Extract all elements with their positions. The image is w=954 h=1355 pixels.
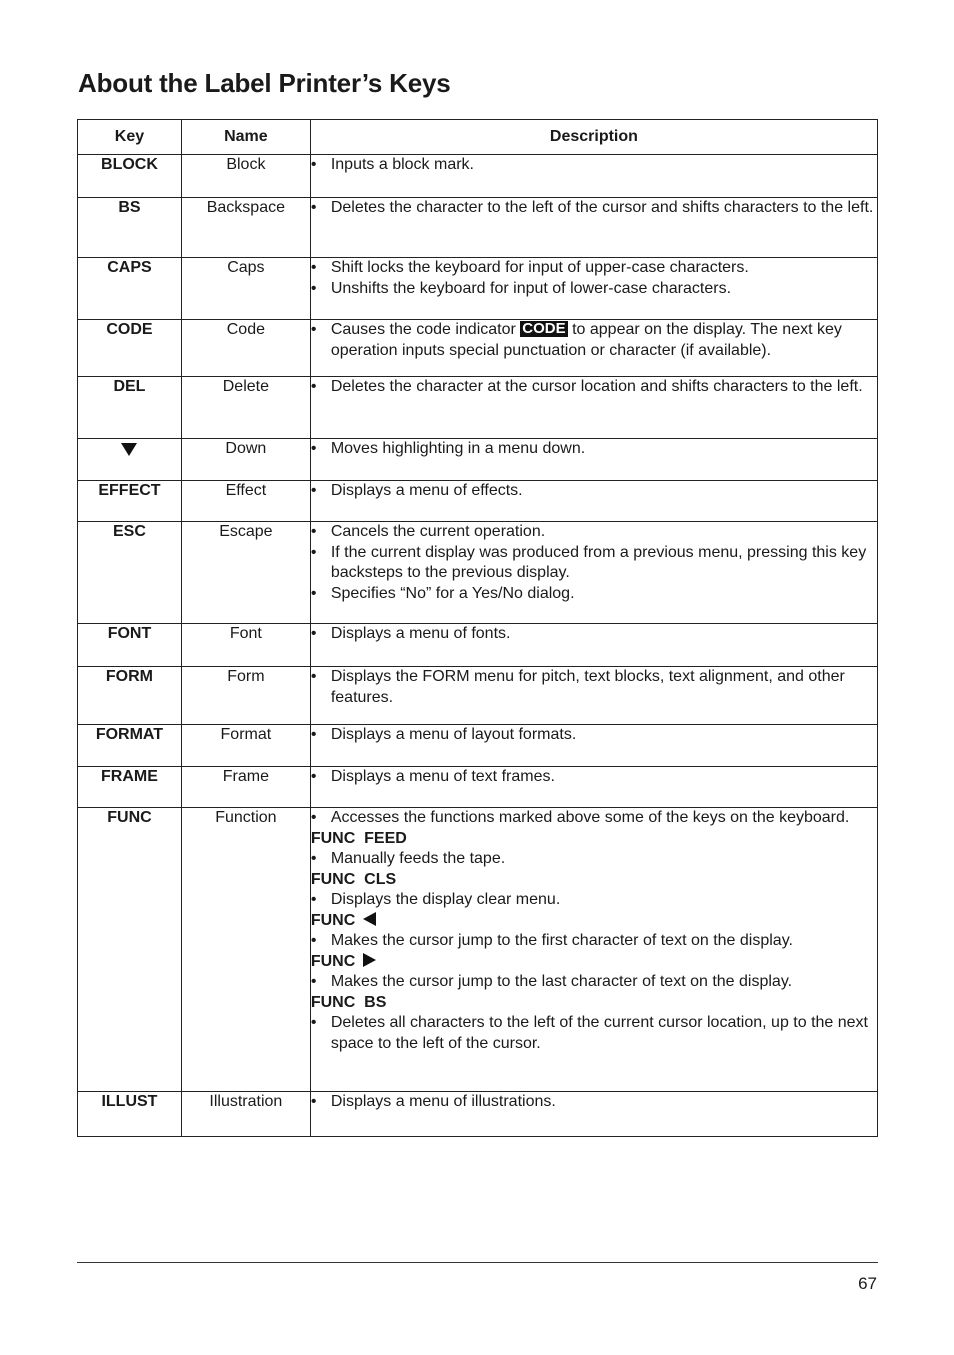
bullet-item: • Displays a menu of illustrations. [311,1092,877,1113]
key-cell: FRAME [78,767,182,808]
bullet-item: • Accesses the functions marked above some of the keys on the keyboard. [311,808,877,829]
description-text: Causes the code indicator [330,321,516,338]
name-cell: Illustration [181,1092,310,1137]
key-cell: CODE [78,320,182,377]
bullet-item: • Specifies “No” for a Yes/No dialog. [311,584,877,605]
down-triangle-icon [121,443,137,456]
column-header-description: Description [310,120,877,155]
table-row [78,155,878,198]
table-row [78,377,878,439]
name-cell: Block [181,155,310,198]
bullet-item: • Displays a menu of text frames. [311,767,877,788]
sub-heading: FUNC CLS [310,870,397,888]
description-cell [310,155,877,198]
bullet-item: • Displays the display clear menu. [311,890,877,911]
name-cell: Caps [181,258,310,320]
description-cell [310,320,877,377]
bullet-item: • Deletes all characters to the left of the current cursor location, up to the next space to the left of the cursor. [311,1013,877,1054]
right-triangle-icon [363,953,376,967]
table-row [78,624,878,667]
bullet-item: • Manually feeds the tape. [311,849,877,870]
key-cell: FUNC [78,808,182,1092]
name-cell: Function [181,808,310,1092]
name-cell: Backspace [181,198,310,258]
key-cell: DEL [78,377,182,439]
description-cell [310,522,877,624]
code-indicator: CODE [522,320,566,337]
bullet-item: • Displays a menu of effects. [311,481,877,502]
footer-divider [77,1262,878,1263]
bullet-item: • Displays a menu of fonts. [311,624,877,645]
table-row [78,198,878,258]
description-cell [310,439,877,481]
table-row [78,667,878,725]
description-cell [310,624,877,667]
table-row [78,725,878,767]
name-cell: Frame [181,767,310,808]
bullet-item: • Shift locks the keyboard for input of upper-case characters. [311,258,877,279]
column-header-key: Key [78,120,182,155]
bullet-item: • Displays the FORM menu for pitch, text blocks, text alignment, and other features. [311,667,877,708]
description-text: to appear on the display. The next key operation inputs special punctuation or character (if available). [330,321,842,359]
table-header-row [78,120,878,155]
name-cell: Form [181,667,310,725]
sub-heading: FUNC BS [310,993,387,1011]
description-cell [310,725,877,767]
description-cell [310,1092,877,1137]
key-cell: FONT [78,624,182,667]
keys-table [77,119,878,1137]
description-cell [310,808,877,1092]
bullet-item: • Moves highlighting in a menu down. [311,439,877,460]
bullet-item: • If the current display was produced from a previous menu, pressing this key backsteps to the previous display. [311,543,877,584]
table-row [78,439,878,481]
bullet-item: • Cancels the current operation. [311,522,877,543]
name-cell: Font [181,624,310,667]
bullet-item: • Deletes the character to the left of the cursor and shifts characters to the left. [311,198,877,219]
key-cell: FORMAT [78,725,182,767]
bullet-item: • Inputs a block mark. [311,155,877,176]
table-row [78,522,878,624]
sub-heading-label: FUNC [310,911,356,929]
name-cell: Escape [181,522,310,624]
bullet-item: • Unshifts the keyboard for input of lower-case characters. [311,279,877,300]
description-cell [310,481,877,522]
left-triangle-icon [363,912,376,926]
sub-heading: FUNC FEED [310,829,407,847]
name-cell: Down [181,439,310,481]
name-cell: Delete [181,377,310,439]
name-cell: Format [181,725,310,767]
description-cell [310,377,877,439]
page-title: About the Label Printer’s Keys [78,68,451,98]
bullet-item: • Makes the cursor jump to the first character of text on the display. [311,931,877,952]
sub-heading-label: FUNC [310,952,356,970]
sub-heading [311,952,877,973]
bullet-item: • Makes the cursor jump to the last character of text on the display. [311,972,877,993]
bullet-item: • Deletes the character at the cursor location and shifts characters to the left. [311,377,877,398]
table-row [78,808,878,1092]
key-cell: EFFECT [78,481,182,522]
table-row [78,1092,878,1137]
column-header-name: Name [181,120,310,155]
description-cell [310,258,877,320]
table-row [78,320,878,377]
page-number: 67 [858,1274,877,1293]
key-cell: ESC [78,522,182,624]
key-cell: BLOCK [78,155,182,198]
key-cell: CAPS [78,258,182,320]
description-cell [310,667,877,725]
table-row [78,258,878,320]
key-cell: FORM [78,667,182,725]
bullet-item: • Displays a menu of layout formats. [311,725,877,746]
name-cell: Effect [181,481,310,522]
name-cell: Code [181,320,310,377]
table-row [78,767,878,808]
description-cell [310,767,877,808]
sub-heading [311,911,877,932]
key-cell: ILLUST [78,1092,182,1137]
key-cell [78,439,182,481]
description-cell [310,198,877,258]
bullet-item [311,320,877,361]
key-cell: BS [78,198,182,258]
table-row [78,481,878,522]
